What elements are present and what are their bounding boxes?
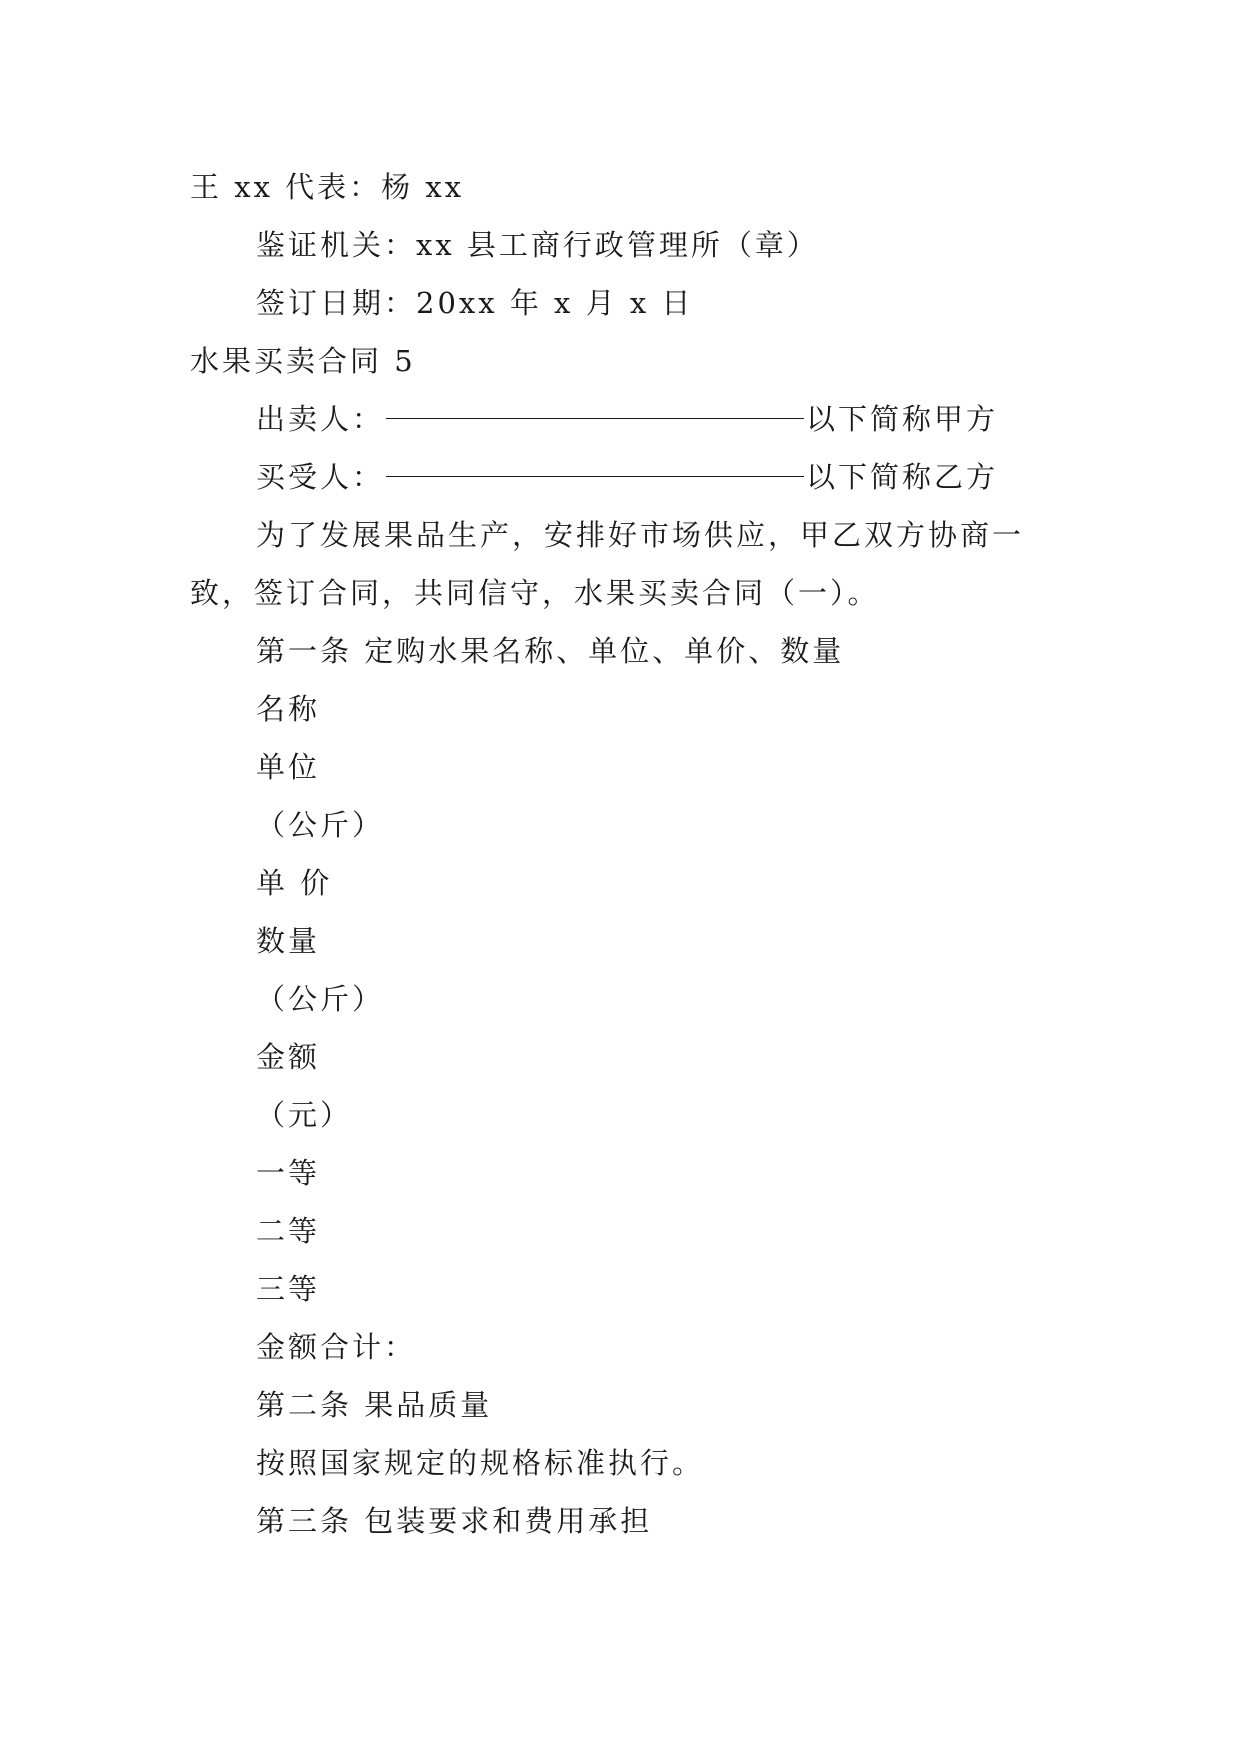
seller-line: [190, 390, 1050, 448]
article-2-text: 按照国家规定的规格标准执行。: [256, 1446, 705, 1480]
table-item: 金额: [256, 1040, 321, 1074]
table-item: （元）: [256, 1098, 353, 1132]
intro-paragraph-line-2: 致，签订合同，共同信守，水果买卖合同（一）。: [190, 576, 880, 610]
table-item: （公斤）: [256, 982, 385, 1016]
signatory-line: 王 xx 代表：杨 xx: [190, 170, 465, 204]
contract-title: 水果买卖合同 5: [190, 344, 416, 378]
table-item: 二等: [256, 1214, 321, 1248]
article-3-title: 第三条 包装要求和费用承担: [256, 1504, 653, 1538]
authority-line: 鉴证机关：xx 县工商行政管理所（章）: [256, 228, 819, 262]
table-item: 单位: [256, 750, 321, 784]
article-2-title: 第二条 果品质量: [256, 1388, 493, 1422]
buyer-line: [190, 448, 1050, 506]
table-item: 数量: [256, 924, 321, 958]
seller-blank: [386, 404, 804, 419]
buyer-blank: [386, 462, 804, 477]
date-line: 签订日期：20xx 年 x 月 x 日: [256, 286, 694, 320]
seller-suffix: 以下简称甲方: [806, 402, 999, 436]
buyer-label: 买受人：: [256, 460, 385, 494]
document-body: [190, 158, 1050, 1550]
table-item: 金额合计：: [256, 1330, 417, 1364]
seller-label: 出卖人：: [256, 402, 385, 436]
article-1-title: 第一条 定购水果名称、单位、单价、数量: [256, 634, 845, 668]
table-item: （公斤）: [256, 808, 385, 842]
intro-paragraph-line-1: 为了发展果品生产，安排好市场供应，甲乙双方协商一: [256, 518, 1025, 552]
buyer-suffix: 以下简称乙方: [806, 460, 999, 494]
table-item: 单 价: [256, 866, 333, 900]
table-item: 名称: [256, 692, 321, 726]
table-item: 一等: [256, 1156, 321, 1190]
table-item: 三等: [256, 1272, 321, 1306]
